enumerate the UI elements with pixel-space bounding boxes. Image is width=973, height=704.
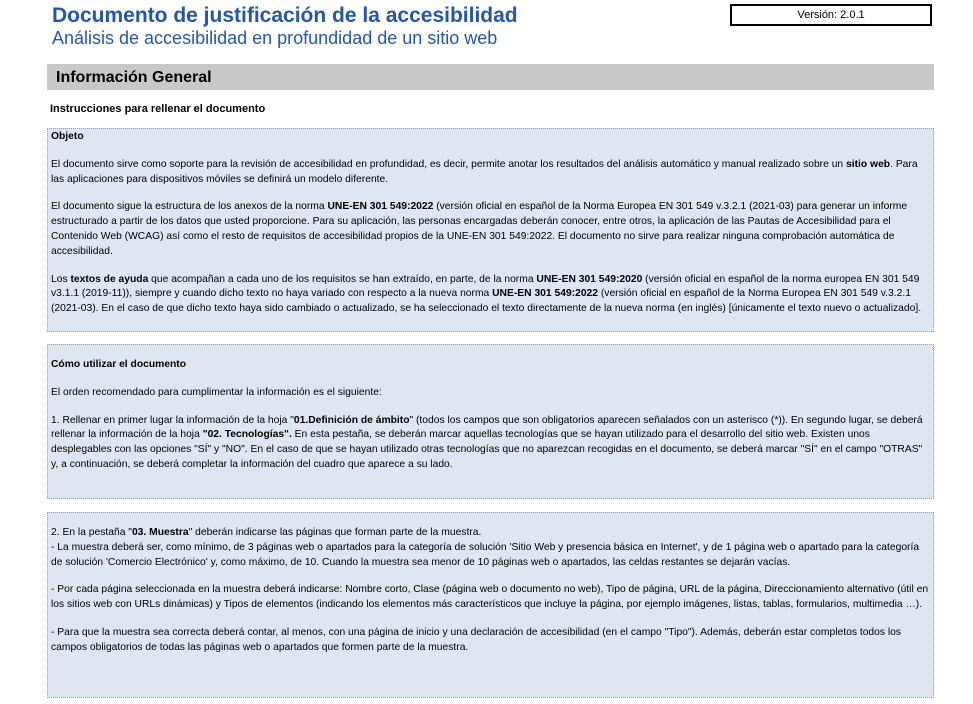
section-header: Información General [47,64,934,90]
muestra-item-2: - Por cada página seleccionada en la muestra deberá indicarse: Nombre corto, Clase (página web o documento no web), Tipo de página, URL de la página, Direccionamiento alternativo (útil en los sitios web con URLs dinámicas) y Tipos de elementos (indicando los elementos más característicos que incluye la página, por ejemplo imágenes, listas, tablas, formularios, multimedia …). [51,584,929,611]
muestra-item-1: - La muestra deberá ser, como mínimo, de 3 páginas web o apartados para la categoría de solución 'Sitio Web y presencia básica en Internet', y de 1 página web o apartado para la categoría de solución 'Comercio Electrónico' y, como máximo, de 10. Cuando la muestra sea menor de 10 páginas web o apartados, las celdas restantes se dejarán vacías. [51,541,920,568]
objeto-box [47,128,934,332]
uso-step-1: 1. Rellenar en primer lugar la información de la hoja "01.Definición de ámbito" (todos los campos que son obligatorios aparecen señalados con un asterisco (*)). En segundo lugar, se deberá rellenar la información de la hoja "02. Tecnologías". En esta pestaña, se deberán marcar aquellas tecnologías que se hayan utilizado para el desarrollo del sitio web. Existen unos desplegables con las opciones "SÍ" y "NO". En el caso de que se hayan utilizado otras tecnologías que no aparezcan recogidas en el documento, se deberá marcar "SÍ" en el campo "OTRAS" y, a continuación, se deberá completar la información del cuadro que aparece a su lado. [51,414,923,470]
document-title: Documento de justificación de la accesibilidad [52,4,518,27]
objeto-paragraph-3: Los textos de ayuda que acompañan a cada uno de los requisitos se han extraído, en parte, de la norma UNE-EN 301 549:2020 (versión oficial en español de la norma europea EN 301 549 v3.1.1 (2019-11)), siempre y cuando dicho texto no haya variado con respecto a la nueva norma UNE-EN 301 549:2022 (versión oficial en español de la Norma Europea EN 301 549 v.3.2.1 (2021-03). En el caso de que dicho texto haya sido cambiado o actualizado, se ha seleccionado el texto directamente de la nueva norma (en inglés) [únicamente el texto nuevo o actualizado]. [51,273,922,315]
muestra-item-3: - Para que la muestra sea correcta deberá contar, al menos, con una página de inicio y una declaración de accesibilidad (en el campo "Tipo"). Además, deberán estar completos todos los campos obligatorios de todas las páginas web o apartados que formen parte de la muestra. [51,626,902,653]
objeto-heading: Objeto [51,131,84,142]
uso-intro: El orden recomendado para cumplimentar la información es el siguiente: [51,386,382,398]
muestra-step-2: 2. En la pestaña "03. Muestra" deberán indicarse las páginas que forman parte de la muestra. [51,527,482,538]
objeto-paragraph-1: El documento sirve como soporte para la revisión de accesibilidad en profundidad, es decir, permite anotar los resultados del análisis automático y manual realizado sobre un sitio web. Para las aplicaciones para dispositivos móviles se definirá un modelo diferente. [51,158,918,185]
version-box: Versión: 2.0.1 [730,4,932,26]
muestra-box [47,512,934,698]
instructions-heading: Instrucciones para rellenar el documento [50,103,266,115]
document-subtitle: Análisis de accesibilidad en profundidad de un sitio web [52,28,498,48]
uso-box [47,344,934,499]
objeto-paragraph-2: El documento sigue la estructura de los anexos de la norma UNE-EN 301 549:2022 (versión oficial en español de la Norma Europea EN 301 549 v.3.2.1 (2021-03) para generar un informe estructurado a partir de los datos que usted proporcione. Para su aplicación, las personas encargadas deberán conocer, entre otros, la aplicación de las Pautas de Accesibilidad para el Contenido Web (WCAG) así como el resto de requisitos de accesibilidad propios de la UNE-EN 301 549:2022. El documento no sirve para realizar ninguna comprobación automática de accesibilidad. [51,201,908,257]
uso-heading: Cómo utilizar el documento [51,359,187,370]
